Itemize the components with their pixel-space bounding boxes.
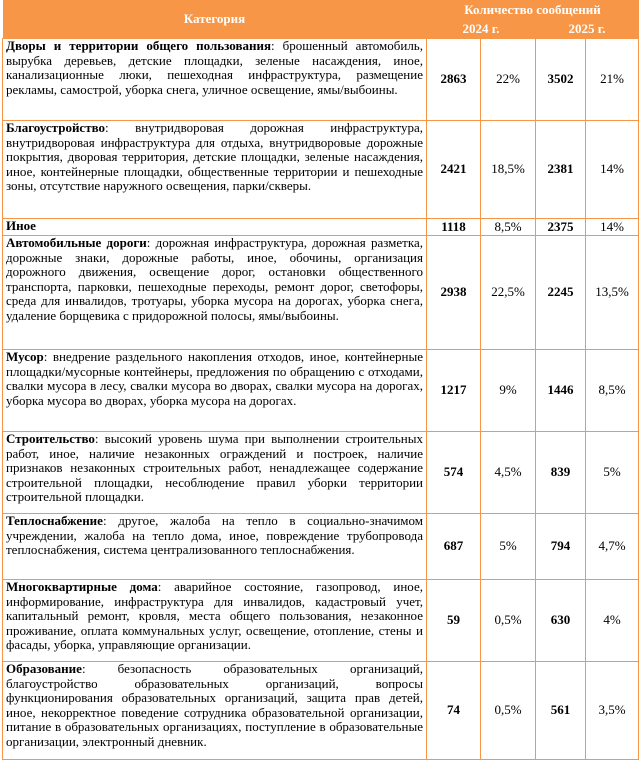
messages-table <box>2 0 639 760</box>
count-2025: 561 <box>536 662 586 760</box>
category-desc: : высокий уровень шума при выполнении строительных работ, иное, наличие незаконных ограждений и построек, наличие признаков незаконных строительных работ, ненадлежащее содержание строительной площадки, несоблюдение правил уборки территории строительной площадки. <box>6 431 423 505</box>
table-row <box>3 236 639 350</box>
category-name: Теплоснабжение <box>6 513 103 528</box>
category-cell <box>3 39 427 121</box>
category-name: Строительство <box>6 431 95 446</box>
category-cell <box>3 432 427 514</box>
percent-2024: 18,5% <box>481 121 536 219</box>
header-year-2025: 2025 г. <box>536 20 639 39</box>
header-year-2024: 2024 г. <box>427 20 536 39</box>
table-row <box>3 350 639 432</box>
count-2024: 687 <box>427 514 481 580</box>
table-row <box>3 662 639 760</box>
category-name: Дворы и территории общего пользования <box>6 38 272 53</box>
percent-2024: 0,5% <box>481 580 536 662</box>
category-desc: : брошенный автомобиль, вырубка деревьев, детские площадки, зеленые насаждения, иное, канализационные люки, пешеходная инфраструктура, размещение рекламы, самострой, уборка снега, уличное освещение, ямы/выбоины. <box>6 38 423 97</box>
count-2025: 839 <box>536 432 586 514</box>
percent-2024: 9% <box>481 350 536 432</box>
count-2025: 3502 <box>536 39 586 121</box>
category-desc: : внутридворовая дорожная инфраструктура, внутридворовая инфраструктура для отдыха, внутридворовые дорожные покрытия, дворовая территория, детские площадки, зеленые насаждения, иное, контейнерные площадки, общественные территории и пешеходные зоны, отсутствие наружного освещения, парки/скверы. <box>6 120 423 194</box>
count-2025: 794 <box>536 514 586 580</box>
percent-2024: 22% <box>481 39 536 121</box>
count-2024: 574 <box>427 432 481 514</box>
category-cell <box>3 121 427 219</box>
category-cell <box>3 514 427 580</box>
category-name: Мусор <box>6 349 44 364</box>
count-2024: 2938 <box>427 236 481 350</box>
category-name: Автомобильные дороги <box>6 235 147 250</box>
count-2024: 1217 <box>427 350 481 432</box>
percent-2025: 14% <box>586 121 639 219</box>
percent-2024: 4,5% <box>481 432 536 514</box>
percent-2025: 3,5% <box>586 662 639 760</box>
table-row <box>3 39 639 121</box>
category-desc: : дорожная инфраструктура, дорожная разметка, дорожные знаки, дорожные работы, иное, обочины, организация дорожного движения, освещение дорог, остановки общественного транспорта, парковки, пешеходные переходы, ремонт дорог, светофоры, среда для инвалидов, тротуары, уборка мусора на дорогах, уборка снега, удаление борщевика с придорожной полосы, ямы/выбоины. <box>6 235 424 323</box>
category-name: Благоустройство <box>6 120 106 135</box>
category-desc: : другое, жалоба на тепло в социально-значимом учреждении, жалоба на тепло дома, иное, повреждение трубопровода теплоснабжения, система централизованного теплоснабжения. <box>6 513 423 558</box>
count-2024: 59 <box>427 580 481 662</box>
table-row <box>3 580 639 662</box>
percent-2025: 5% <box>586 432 639 514</box>
count-2025: 630 <box>536 580 586 662</box>
table-row <box>3 514 639 580</box>
header-category: Категория <box>3 0 427 39</box>
table-row <box>3 121 639 219</box>
count-2024: 1118 <box>427 219 481 236</box>
category-cell <box>3 236 427 350</box>
percent-2024: 5% <box>481 514 536 580</box>
percent-2025: 4,7% <box>586 514 639 580</box>
percent-2025: 4% <box>586 580 639 662</box>
count-2025: 1446 <box>536 350 586 432</box>
category-cell <box>3 219 427 236</box>
category-cell <box>3 662 427 760</box>
header-count: Количество сообщений <box>427 0 639 20</box>
count-2024: 2421 <box>427 121 481 219</box>
category-cell <box>3 350 427 432</box>
percent-2024: 8,5% <box>481 219 536 236</box>
count-2024: 74 <box>427 662 481 760</box>
percent-2025: 21% <box>586 39 639 121</box>
count-2025: 2381 <box>536 121 586 219</box>
category-name: Образование <box>6 661 82 676</box>
category-desc: : безопасность образовательных организаций, благоустройство образовательных организаций, вопросы функционирования образовательных организаций, защита прав детей, иное, некорректное поведение сотрудника образовательной организации, питание в образовательных организациях, поступление в образовательные организации, электронный дневник. <box>6 661 423 749</box>
percent-2025: 13,5% <box>586 236 639 350</box>
category-desc: : аварийное состояние, газопровод, иное, информирование, инфраструктура для инвалидов, кадастровый учет, капитальный ремонт, кровля, места общего пользования, незаконное проживание, оплата коммунальных услуг, освещение, отопление, стены и фасады, уборка, управляющие организации. <box>6 579 423 653</box>
category-desc: : внедрение раздельного накопления отходов, иное, контейнерные площадки/мусорные контейнеры, предложения по обращению с отходами, свалки мусора в лесу, свалки мусора во дворах, свалки мусора на дорогах, уборка мусора во дворах, уборка мусора на дорогах. <box>6 349 423 408</box>
table-row <box>3 219 639 236</box>
category-name: Иное <box>6 218 36 233</box>
percent-2025: 14% <box>586 219 639 236</box>
table-row <box>3 432 639 514</box>
percent-2025: 8,5% <box>586 350 639 432</box>
count-2025: 2245 <box>536 236 586 350</box>
category-cell <box>3 580 427 662</box>
category-name: Многоквартирные дома <box>6 579 158 594</box>
percent-2024: 0,5% <box>481 662 536 760</box>
count-2024: 2863 <box>427 39 481 121</box>
count-2025: 2375 <box>536 219 586 236</box>
percent-2024: 22,5% <box>481 236 536 350</box>
